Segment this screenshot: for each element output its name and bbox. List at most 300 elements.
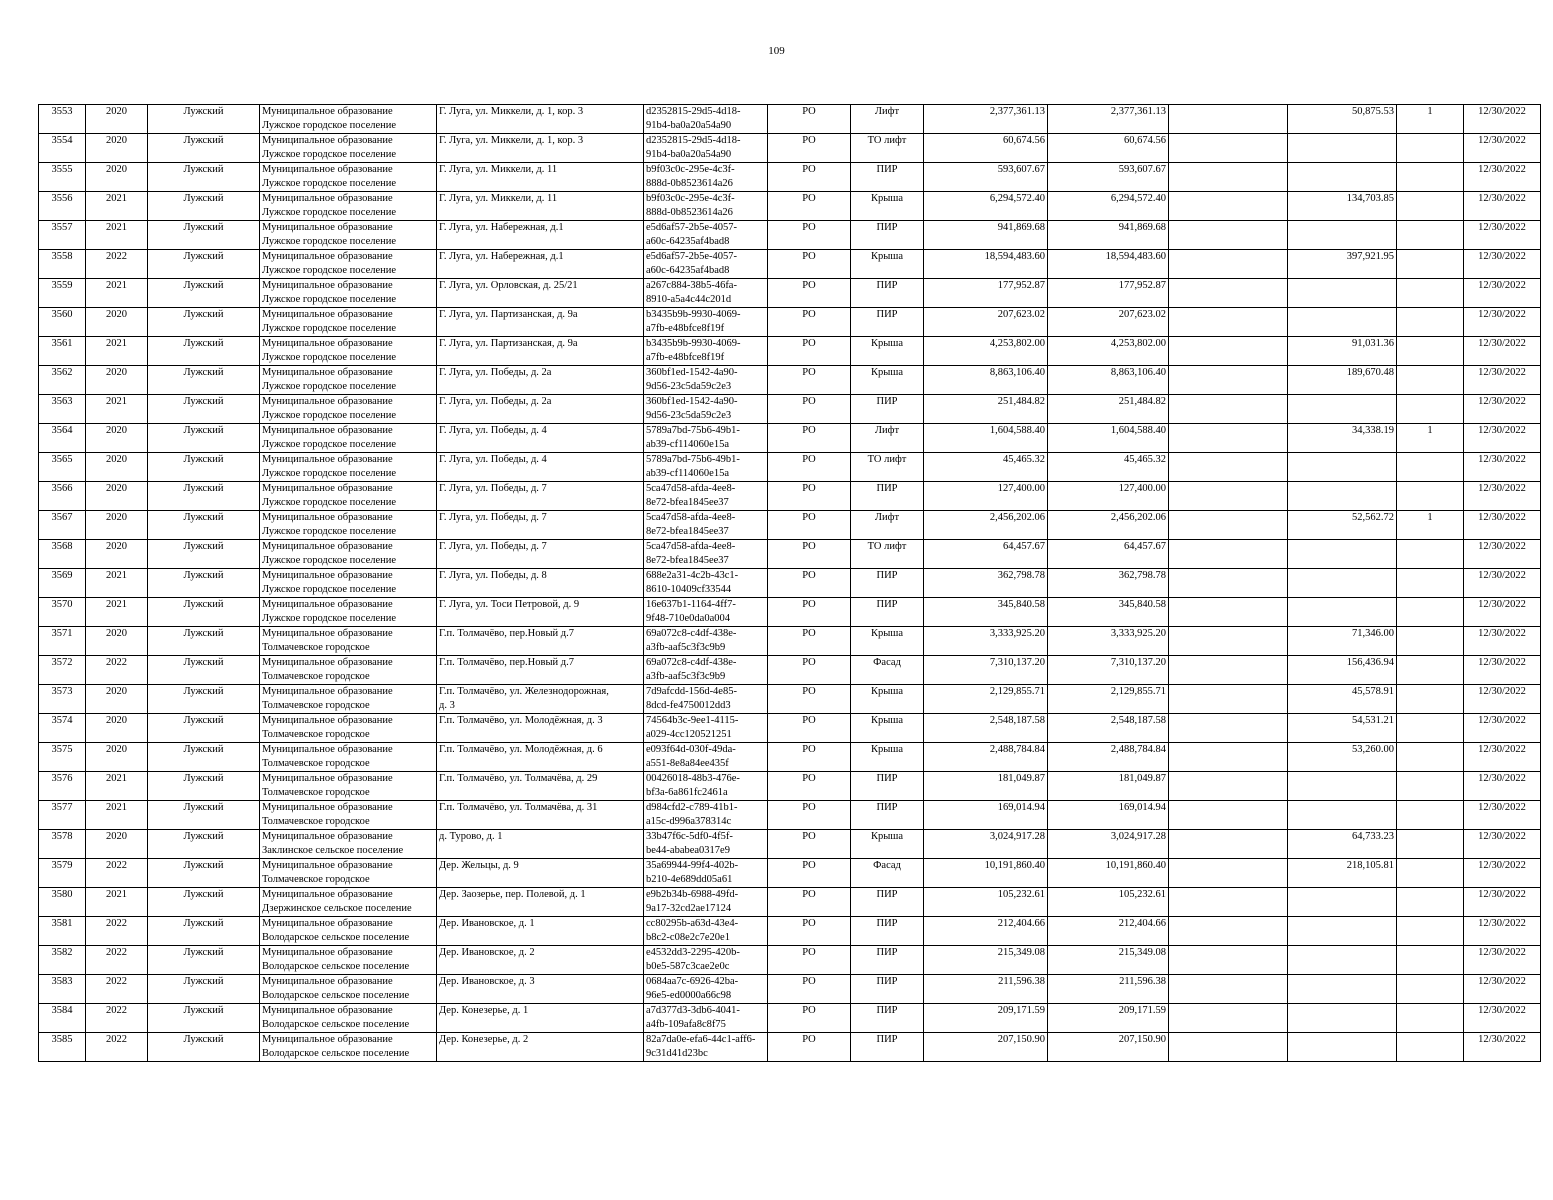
cell-municipality-line-1: Муниципальное образование	[262, 222, 393, 233]
cell-house-id	[644, 366, 768, 395]
cell-municipality-line-2: Лужское городское поселение	[262, 149, 397, 160]
cell-empty	[1169, 308, 1288, 337]
cell-amount: 54,531.21	[1288, 714, 1397, 743]
table-row	[39, 134, 1541, 163]
cell-cost-fund: 211,596.38	[1048, 975, 1169, 1004]
cell-cost-total: 211,596.38	[924, 975, 1048, 1004]
cell-empty	[1169, 395, 1288, 424]
cell-work-type: ТО лифт	[851, 134, 924, 163]
cell-quantity	[1397, 192, 1464, 221]
cell-house-id-line-2: b210-4e689dd05a61	[646, 874, 733, 885]
cell-cost-fund: 3,024,917.28	[1048, 830, 1169, 859]
cell-date: 12/30/2022	[1464, 830, 1541, 859]
cell-address	[437, 656, 644, 685]
cell-empty	[1169, 743, 1288, 772]
cell-municipality-line-2: Лужское городское поселение	[262, 236, 397, 247]
cell-amount: 218,105.81	[1288, 859, 1397, 888]
cell-municipality-line-2: Заклинское сельское поселение	[262, 845, 404, 856]
cell-cost-total: 2,488,784.84	[924, 743, 1048, 772]
cell-house-id-line-2: a3fb-aaf5c3f3c9b9	[646, 642, 726, 653]
cell-work-type: ПИР	[851, 279, 924, 308]
table-row	[39, 801, 1541, 830]
cell-date: 12/30/2022	[1464, 134, 1541, 163]
cell-district: Лужский	[148, 656, 260, 685]
cell-work-type: ПИР	[851, 1004, 924, 1033]
cell-cost-fund: 1,604,588.40	[1048, 424, 1169, 453]
cell-ro: РО	[768, 975, 851, 1004]
cell-municipality-line-1: Муниципальное образование	[262, 483, 393, 494]
cell-cost-fund: 8,863,106.40	[1048, 366, 1169, 395]
cell-house-id	[644, 192, 768, 221]
cell-municipality-line-1: Муниципальное образование	[262, 280, 393, 291]
cell-cost-total: 7,310,137.20	[924, 656, 1048, 685]
cell-municipality	[260, 627, 437, 656]
cell-municipality	[260, 975, 437, 1004]
cell-empty	[1169, 134, 1288, 163]
cell-house-id	[644, 627, 768, 656]
cell-row-number: 3570	[39, 598, 86, 627]
cell-municipality-line-2: Лужское городское поселение	[262, 584, 397, 595]
cell-date: 12/30/2022	[1464, 772, 1541, 801]
cell-quantity	[1397, 714, 1464, 743]
cell-work-type: ПИР	[851, 395, 924, 424]
cell-house-id-line-2: 8e72-bfea1845ee37	[646, 526, 729, 537]
cell-quantity	[1397, 627, 1464, 656]
cell-amount	[1288, 801, 1397, 830]
cell-quantity	[1397, 540, 1464, 569]
cell-district: Лужский	[148, 917, 260, 946]
cell-municipality-line-1: Муниципальное образование	[262, 570, 393, 581]
cell-municipality-line-1: Муниципальное образование	[262, 164, 393, 175]
cell-address	[437, 1004, 644, 1033]
cell-address-line-1: Г. Луга, ул. Набережная, д.1	[439, 222, 564, 233]
cell-date: 12/30/2022	[1464, 714, 1541, 743]
cell-house-id	[644, 772, 768, 801]
cell-district: Лужский	[148, 105, 260, 134]
cell-house-id	[644, 598, 768, 627]
cell-work-type: ПИР	[851, 308, 924, 337]
cell-address-line-1: Г. Луга, ул. Победы, д. 8	[439, 570, 547, 581]
cell-municipality	[260, 424, 437, 453]
cell-municipality-line-2: Толмачевское городское	[262, 787, 370, 798]
table-row	[39, 598, 1541, 627]
cell-quantity	[1397, 395, 1464, 424]
cell-address	[437, 946, 644, 975]
cell-address-line-1: Г. Луга, ул. Победы, д. 4	[439, 425, 547, 436]
cell-municipality-line-1: Муниципальное образование	[262, 744, 393, 755]
cell-address	[437, 743, 644, 772]
cell-house-id	[644, 105, 768, 134]
cell-amount: 71,346.00	[1288, 627, 1397, 656]
cell-house-id-line-2: 9c31d41d23bc	[646, 1048, 708, 1059]
cell-district: Лужский	[148, 221, 260, 250]
cell-cost-total: 212,404.66	[924, 917, 1048, 946]
cell-district: Лужский	[148, 453, 260, 482]
cell-quantity	[1397, 859, 1464, 888]
cell-cost-total: 169,014.94	[924, 801, 1048, 830]
cell-quantity	[1397, 250, 1464, 279]
cell-municipality-line-1: Муниципальное образование	[262, 686, 393, 697]
cell-house-id-line-1: e5d6af57-2b5e-4057-	[646, 251, 737, 262]
cell-row-number: 3556	[39, 192, 86, 221]
cell-municipality	[260, 859, 437, 888]
cell-house-id	[644, 308, 768, 337]
cell-work-type: ПИР	[851, 482, 924, 511]
cell-year: 2021	[86, 395, 148, 424]
cell-row-number: 3579	[39, 859, 86, 888]
cell-row-number: 3581	[39, 917, 86, 946]
cell-year: 2020	[86, 511, 148, 540]
cell-year: 2022	[86, 1033, 148, 1062]
cell-municipality-line-1: Муниципальное образование	[262, 1034, 393, 1045]
cell-house-id-line-2: a15c-d996a378314c	[646, 816, 732, 827]
cell-address	[437, 221, 644, 250]
cell-work-type: Лифт	[851, 424, 924, 453]
cell-municipality-line-2: Володарское сельское поселение	[262, 1019, 410, 1030]
cell-cost-fund: 127,400.00	[1048, 482, 1169, 511]
cell-house-id-line-1: 5ca47d58-afda-4ee8-	[646, 483, 736, 494]
cell-municipality-line-1: Муниципальное образование	[262, 802, 393, 813]
cell-address	[437, 830, 644, 859]
cell-cost-fund: 215,349.08	[1048, 946, 1169, 975]
cell-municipality	[260, 366, 437, 395]
cell-cost-total: 2,548,187.58	[924, 714, 1048, 743]
cell-year: 2021	[86, 337, 148, 366]
cell-year: 2021	[86, 772, 148, 801]
cell-year: 2021	[86, 279, 148, 308]
cell-amount: 156,436.94	[1288, 656, 1397, 685]
cell-cost-total: 251,484.82	[924, 395, 1048, 424]
cell-cost-total: 3,024,917.28	[924, 830, 1048, 859]
cell-district: Лужский	[148, 163, 260, 192]
cell-cost-fund: 3,333,925.20	[1048, 627, 1169, 656]
cell-district: Лужский	[148, 337, 260, 366]
cell-address	[437, 279, 644, 308]
cell-district: Лужский	[148, 1004, 260, 1033]
cell-amount	[1288, 772, 1397, 801]
table-row	[39, 511, 1541, 540]
cell-house-id	[644, 424, 768, 453]
cell-house-id-line-2: 888d-0b8523614a26	[646, 178, 733, 189]
cell-year: 2021	[86, 888, 148, 917]
cell-address-line-1: Г.п. Толмачёво, ул. Толмачёва, д. 31	[439, 802, 598, 813]
cell-date: 12/30/2022	[1464, 743, 1541, 772]
cell-house-id	[644, 830, 768, 859]
table-row	[39, 975, 1541, 1004]
cell-quantity	[1397, 656, 1464, 685]
cell-municipality	[260, 540, 437, 569]
cell-house-id-line-2: a4fb-109afa8c8f75	[646, 1019, 726, 1030]
cell-year: 2022	[86, 917, 148, 946]
cell-cost-fund: 2,456,202.06	[1048, 511, 1169, 540]
cell-house-id-line-1: d2352815-29d5-4d18-	[646, 106, 741, 117]
cell-row-number: 3582	[39, 946, 86, 975]
cell-quantity: 1	[1397, 424, 1464, 453]
cell-empty	[1169, 453, 1288, 482]
table-row	[39, 656, 1541, 685]
cell-row-number: 3566	[39, 482, 86, 511]
cell-house-id-line-1: 69a072c8-c4df-438e-	[646, 657, 737, 668]
cell-house-id-line-2: a60c-64235af4bad8	[646, 236, 730, 247]
cell-municipality-line-2: Толмачевское городское	[262, 816, 370, 827]
cell-municipality-line-2: Лужское городское поселение	[262, 178, 397, 189]
cell-address	[437, 308, 644, 337]
cell-municipality-line-2: Толмачевское городское	[262, 758, 370, 769]
table-row	[39, 308, 1541, 337]
cell-house-id-line-1: d984cfd2-c789-41b1-	[646, 802, 738, 813]
cell-municipality	[260, 482, 437, 511]
cell-quantity	[1397, 366, 1464, 395]
cell-year: 2020	[86, 453, 148, 482]
cell-cost-fund: 6,294,572.40	[1048, 192, 1169, 221]
cell-ro: РО	[768, 221, 851, 250]
cell-district: Лужский	[148, 569, 260, 598]
cell-quantity	[1397, 801, 1464, 830]
cell-address-line-1: Г. Луга, ул. Тоси Петровой, д. 9	[439, 599, 580, 610]
cell-district: Лужский	[148, 627, 260, 656]
cell-empty	[1169, 859, 1288, 888]
cell-address-line-1: Г. Луга, ул. Орловская, д. 25/21	[439, 280, 578, 291]
cell-municipality-line-2: Володарское сельское поселение	[262, 961, 410, 972]
cell-year: 2020	[86, 482, 148, 511]
cell-district: Лужский	[148, 743, 260, 772]
cell-row-number: 3557	[39, 221, 86, 250]
cell-date: 12/30/2022	[1464, 337, 1541, 366]
cell-cost-total: 3,333,925.20	[924, 627, 1048, 656]
cell-municipality-line-2: Лужское городское поселение	[262, 410, 397, 421]
cell-year: 2022	[86, 859, 148, 888]
cell-row-number: 3558	[39, 250, 86, 279]
cell-house-id	[644, 540, 768, 569]
cell-empty	[1169, 163, 1288, 192]
cell-house-id-line-1: b9f03c0c-295e-4c3f-	[646, 193, 735, 204]
cell-municipality	[260, 714, 437, 743]
cell-date: 12/30/2022	[1464, 917, 1541, 946]
cell-empty	[1169, 656, 1288, 685]
cell-cost-total: 1,604,588.40	[924, 424, 1048, 453]
cell-year: 2022	[86, 250, 148, 279]
cell-cost-total: 18,594,483.60	[924, 250, 1048, 279]
cell-district: Лужский	[148, 482, 260, 511]
cell-ro: РО	[768, 801, 851, 830]
cell-house-id-line-1: 69a072c8-c4df-438e-	[646, 628, 737, 639]
table-row	[39, 250, 1541, 279]
cell-work-type: Фасад	[851, 656, 924, 685]
cell-house-id-line-1: e4532dd3-2295-420b-	[646, 947, 740, 958]
cell-year: 2022	[86, 946, 148, 975]
cell-municipality	[260, 946, 437, 975]
cell-date: 12/30/2022	[1464, 424, 1541, 453]
cell-address-line-1: Г.п. Толмачёво, пер.Новый д.7	[439, 628, 574, 639]
cell-district: Лужский	[148, 975, 260, 1004]
cell-municipality-line-1: Муниципальное образование	[262, 106, 393, 117]
cell-municipality-line-2: Дзержинское сельское поселение	[262, 903, 412, 914]
table-row	[39, 453, 1541, 482]
cell-municipality	[260, 830, 437, 859]
cell-municipality-line-1: Муниципальное образование	[262, 512, 393, 523]
cell-address-line-1: Г. Луга, ул. Победы, д. 2а	[439, 367, 552, 378]
cell-municipality	[260, 685, 437, 714]
cell-empty	[1169, 279, 1288, 308]
cell-ro: РО	[768, 453, 851, 482]
cell-house-id-line-2: b8c2-c08e2c7e20e1	[646, 932, 730, 943]
cell-house-id-line-2: 8e72-bfea1845ee37	[646, 555, 729, 566]
cell-cost-fund: 105,232.61	[1048, 888, 1169, 917]
cell-work-type: ТО лифт	[851, 453, 924, 482]
cell-house-id-line-2: a7fb-e48bfce8f19f	[646, 352, 725, 363]
cell-empty	[1169, 1004, 1288, 1033]
cell-empty	[1169, 337, 1288, 366]
cell-district: Лужский	[148, 308, 260, 337]
cell-empty	[1169, 917, 1288, 946]
cell-municipality-line-2: Лужское городское поселение	[262, 613, 397, 624]
cell-cost-fund: 18,594,483.60	[1048, 250, 1169, 279]
cell-row-number: 3572	[39, 656, 86, 685]
table-row	[39, 917, 1541, 946]
cell-municipality-line-2: Лужское городское поселение	[262, 555, 397, 566]
cell-ro: РО	[768, 1004, 851, 1033]
cell-municipality-line-1: Муниципальное образование	[262, 367, 393, 378]
page-number: 109	[768, 45, 785, 57]
cell-work-type: ПИР	[851, 801, 924, 830]
cell-municipality	[260, 221, 437, 250]
cell-house-id-line-2: a029-4cc120521251	[646, 729, 732, 740]
table-row	[39, 743, 1541, 772]
cell-cost-total: 215,349.08	[924, 946, 1048, 975]
cell-municipality	[260, 1033, 437, 1062]
cell-empty	[1169, 598, 1288, 627]
cell-cost-fund: 2,129,855.71	[1048, 685, 1169, 714]
cell-amount	[1288, 221, 1397, 250]
cell-work-type: ПИР	[851, 917, 924, 946]
cell-amount	[1288, 946, 1397, 975]
cell-cost-fund: 251,484.82	[1048, 395, 1169, 424]
cell-row-number: 3555	[39, 163, 86, 192]
cell-municipality	[260, 569, 437, 598]
cell-house-id-line-1: e5d6af57-2b5e-4057-	[646, 222, 737, 233]
cell-quantity	[1397, 888, 1464, 917]
cell-quantity	[1397, 685, 1464, 714]
cell-municipality-line-2: Лужское городское поселение	[262, 468, 397, 479]
cell-municipality-line-2: Лужское городское поселение	[262, 294, 397, 305]
cell-address-line-1: Г. Луга, ул. Партизанская, д. 9а	[439, 309, 578, 320]
cell-year: 2020	[86, 830, 148, 859]
cell-amount: 52,562.72	[1288, 511, 1397, 540]
cell-cost-fund: 64,457.67	[1048, 540, 1169, 569]
cell-municipality-line-2: Лужское городское поселение	[262, 526, 397, 537]
cell-cost-fund: 345,840.58	[1048, 598, 1169, 627]
cell-address	[437, 366, 644, 395]
cell-address	[437, 714, 644, 743]
cell-quantity	[1397, 772, 1464, 801]
cell-house-id-line-2: a551-8e8a84ee435f	[646, 758, 729, 769]
cell-address	[437, 192, 644, 221]
cell-work-type: Крыша	[851, 337, 924, 366]
cell-municipality-line-1: Муниципальное образование	[262, 135, 393, 146]
cell-amount	[1288, 279, 1397, 308]
cell-district: Лужский	[148, 366, 260, 395]
cell-municipality-line-1: Муниципальное образование	[262, 251, 393, 262]
cell-year: 2020	[86, 540, 148, 569]
cell-empty	[1169, 511, 1288, 540]
cell-date: 12/30/2022	[1464, 888, 1541, 917]
cell-municipality-line-2: Толмачевское городское	[262, 642, 370, 653]
cell-house-id-line-2: 96e5-ed0000a66c98	[646, 990, 732, 1001]
cell-cost-total: 45,465.32	[924, 453, 1048, 482]
cell-empty	[1169, 221, 1288, 250]
cell-work-type: Крыша	[851, 366, 924, 395]
cell-cost-fund: 212,404.66	[1048, 917, 1169, 946]
cell-empty	[1169, 250, 1288, 279]
cell-empty	[1169, 540, 1288, 569]
cell-address	[437, 395, 644, 424]
cell-address-line-1: Г. Луга, ул. Победы, д. 4	[439, 454, 547, 465]
cell-year: 2020	[86, 743, 148, 772]
cell-ro: РО	[768, 482, 851, 511]
cell-row-number: 3560	[39, 308, 86, 337]
cell-row-number: 3554	[39, 134, 86, 163]
cell-address-line-1: Дер. Ивановское, д. 3	[439, 976, 535, 987]
cell-year: 2022	[86, 1004, 148, 1033]
cell-ro: РО	[768, 627, 851, 656]
cell-address	[437, 540, 644, 569]
cell-work-type: Крыша	[851, 192, 924, 221]
cell-house-id	[644, 917, 768, 946]
cell-empty	[1169, 482, 1288, 511]
cell-year: 2021	[86, 192, 148, 221]
cell-house-id-line-1: 5ca47d58-afda-4ee8-	[646, 541, 736, 552]
cell-quantity	[1397, 946, 1464, 975]
cell-work-type: ПИР	[851, 221, 924, 250]
table-row	[39, 221, 1541, 250]
cell-house-id	[644, 888, 768, 917]
cell-district: Лужский	[148, 250, 260, 279]
cell-municipality-line-1: Муниципальное образование	[262, 918, 393, 929]
cell-cost-fund: 7,310,137.20	[1048, 656, 1169, 685]
cell-work-type: ПИР	[851, 569, 924, 598]
cell-date: 12/30/2022	[1464, 975, 1541, 1004]
cell-municipality	[260, 1004, 437, 1033]
cell-municipality	[260, 250, 437, 279]
table-row	[39, 163, 1541, 192]
cell-house-id-line-2: be44-ababea0317e9	[646, 845, 730, 856]
cell-date: 12/30/2022	[1464, 250, 1541, 279]
cell-cost-fund: 10,191,860.40	[1048, 859, 1169, 888]
cell-address-line-1: Г.п. Толмачёво, ул. Толмачёва, д. 29	[439, 773, 598, 784]
cell-cost-fund: 2,377,361.13	[1048, 105, 1169, 134]
cell-amount	[1288, 482, 1397, 511]
cell-work-type: Крыша	[851, 830, 924, 859]
cell-date: 12/30/2022	[1464, 1033, 1541, 1062]
cell-municipality-line-1: Муниципальное образование	[262, 309, 393, 320]
cell-municipality-line-1: Муниципальное образование	[262, 628, 393, 639]
cell-house-id-line-2: 8610-10409cf33544	[646, 584, 732, 595]
cell-house-id-line-2: 888d-0b8523614a26	[646, 207, 733, 218]
table-row	[39, 772, 1541, 801]
cell-cost-fund: 2,488,784.84	[1048, 743, 1169, 772]
cell-empty	[1169, 714, 1288, 743]
cell-amount: 397,921.95	[1288, 250, 1397, 279]
cell-municipality-line-1: Муниципальное образование	[262, 831, 393, 842]
cell-municipality	[260, 279, 437, 308]
cell-quantity: 1	[1397, 105, 1464, 134]
cell-amount: 34,338.19	[1288, 424, 1397, 453]
cell-cost-total: 177,952.87	[924, 279, 1048, 308]
cell-work-type: Крыша	[851, 627, 924, 656]
cell-municipality	[260, 656, 437, 685]
cell-date: 12/30/2022	[1464, 105, 1541, 134]
cell-quantity	[1397, 337, 1464, 366]
